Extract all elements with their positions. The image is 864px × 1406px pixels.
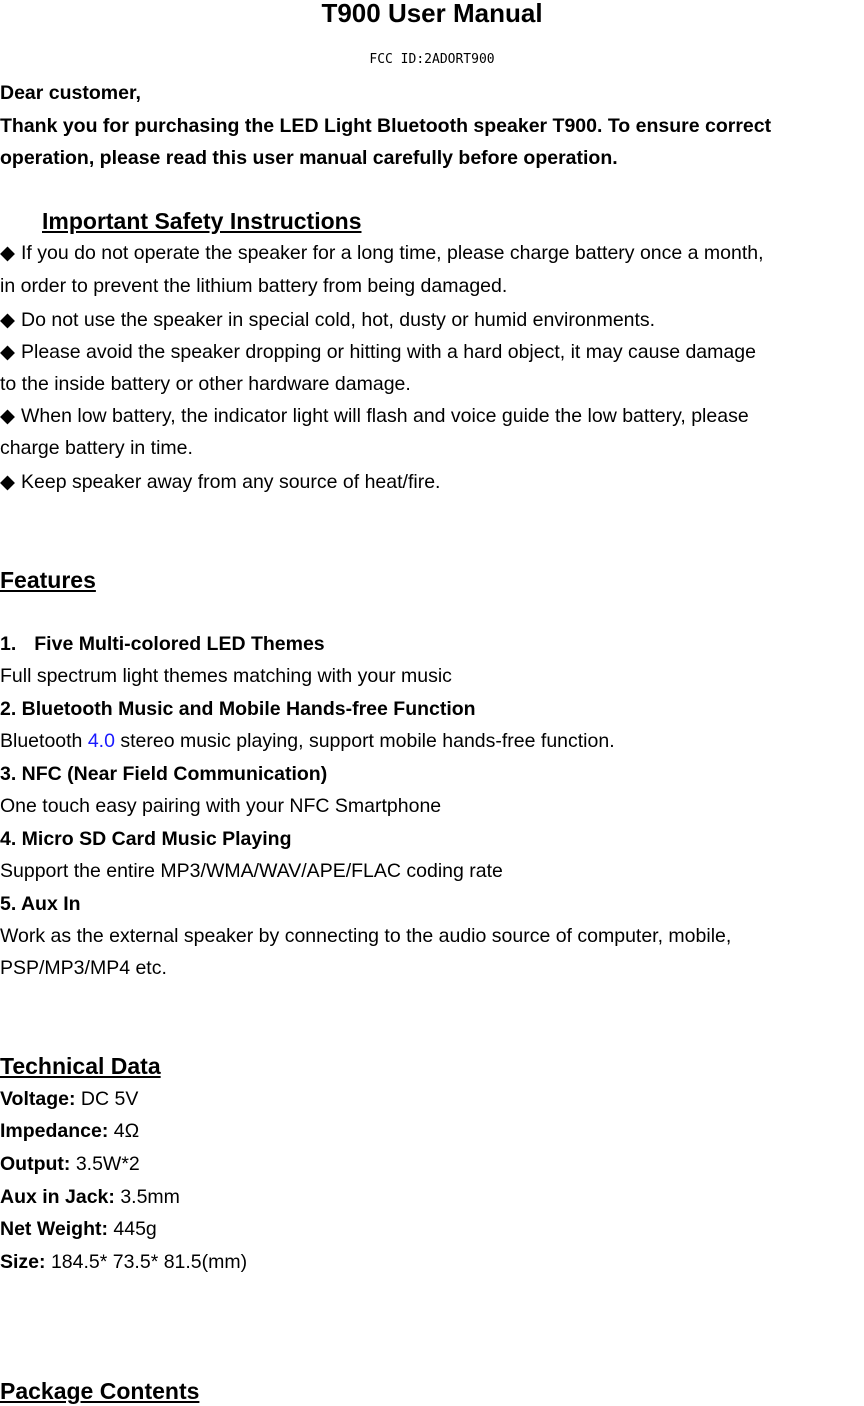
- bluetooth-version: 4.0: [87, 730, 115, 752]
- diamond-bullet-icon: ◆: [0, 309, 15, 331]
- tech-value: 3.5mm: [120, 1186, 180, 1208]
- feature-title: 2. Bluetooth Music and Mobile Hands-free Function: [0, 698, 476, 720]
- technical-heading: Technical Data: [0, 1053, 161, 1079]
- feature-desc: [0, 732, 615, 752]
- package-heading: Package Contents: [0, 1378, 200, 1404]
- safety-item: [0, 407, 749, 427]
- feature-number: 1.: [0, 633, 17, 655]
- feature-title-text: Five Multi-colored LED Themes: [34, 633, 325, 655]
- safety-item: [0, 244, 764, 264]
- tech-value: DC 5V: [80, 1088, 139, 1110]
- tech-label: Voltage:: [0, 1088, 76, 1110]
- tech-value: 184.5* 73.5* 81.5(mm): [50, 1251, 248, 1273]
- safety-item-text: Please avoid the speaker dropping or hitting with a hard object, it may cause damage: [21, 341, 756, 363]
- tech-row-size: [0, 1253, 247, 1273]
- tech-row-impedance: [0, 1122, 139, 1142]
- safety-item-text: If you do not operate the speaker for a long time, please charge battery once a month,: [21, 242, 764, 264]
- safety-item-cont: in order to prevent the lithium battery from being damaged.: [0, 275, 508, 297]
- document-title: T900 User Manual: [321, 0, 543, 28]
- safety-item-text: When low battery, the indicator light will flash and voice guide the low battery, please: [21, 405, 749, 427]
- fcc-id: FCC ID:2ADORT900: [369, 52, 495, 67]
- safety-item-text: Do not use the speaker in special cold, hot, dusty or humid environments.: [21, 309, 656, 331]
- tech-value: 4Ω: [113, 1120, 140, 1142]
- feature-desc: Work as the external speaker by connecting to the audio source of computer, mobile,: [0, 925, 732, 947]
- intro-line-1: Thank you for purchasing the LED Light Bluetooth speaker T900. To ensure correct: [0, 115, 772, 137]
- safety-item: [0, 311, 655, 331]
- safety-item-cont: charge battery in time.: [0, 437, 193, 459]
- feature-desc: Full spectrum light themes matching with your music: [0, 665, 452, 687]
- tech-label: Aux in Jack:: [0, 1186, 115, 1208]
- feature-desc: Support the entire MP3/WMA/WAV/APE/FLAC coding rate: [0, 860, 503, 882]
- tech-label: Size:: [0, 1251, 46, 1273]
- feature-title: 4. Micro SD Card Music Playing: [0, 828, 292, 850]
- features-heading: Features: [0, 567, 96, 593]
- diamond-bullet-icon: ◆: [0, 341, 15, 363]
- safety-item-cont: to the inside battery or other hardware damage.: [0, 373, 411, 395]
- tech-value: 445g: [113, 1218, 157, 1240]
- tech-row-voltage: [0, 1090, 138, 1110]
- feature-desc-pre: Bluetooth: [0, 730, 88, 752]
- tech-label: Net Weight:: [0, 1218, 108, 1240]
- safety-item: [0, 343, 756, 363]
- feature-title: 3. NFC (Near Field Communication): [0, 763, 328, 785]
- feature-desc: One touch easy pairing with your NFC Smartphone: [0, 795, 442, 817]
- safety-item: [0, 473, 440, 493]
- tech-row-weight: [0, 1220, 157, 1240]
- feature-desc-cont: PSP/MP3/MP4 etc.: [0, 957, 167, 979]
- greeting: Dear customer,: [0, 82, 141, 104]
- safety-item-text: Keep speaker away from any source of heat/fire.: [21, 471, 441, 493]
- intro-line-2: operation, please read this user manual carefully before operation.: [0, 147, 618, 169]
- diamond-bullet-icon: ◆: [0, 471, 15, 493]
- tech-label: Impedance:: [0, 1120, 109, 1142]
- feature-title: [0, 635, 325, 655]
- diamond-bullet-icon: ◆: [0, 405, 15, 427]
- tech-label: Output:: [0, 1153, 71, 1175]
- tech-row-aux: [0, 1188, 180, 1208]
- feature-desc-post: stereo music playing, support mobile hands-free function.: [114, 730, 615, 752]
- feature-title: 5. Aux In: [0, 893, 81, 915]
- tech-value: 3.5W*2: [75, 1153, 140, 1175]
- safety-heading: Important Safety Instructions: [42, 208, 362, 234]
- diamond-bullet-icon: ◆: [0, 242, 15, 264]
- tech-row-output: [0, 1155, 140, 1175]
